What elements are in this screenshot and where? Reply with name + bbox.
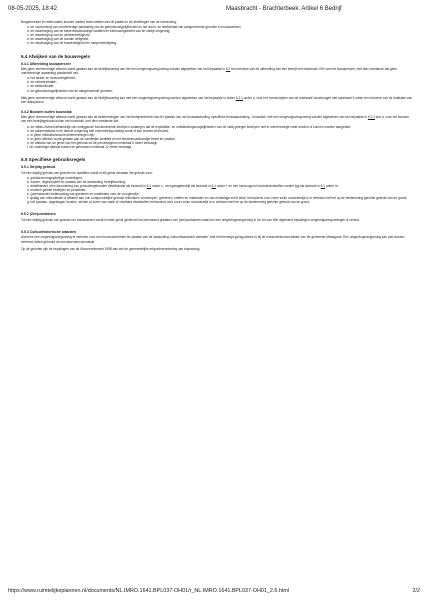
page-number: 2/2	[412, 588, 420, 594]
subsection-heading-6-5-2: 6.5.2 (Zee)containers	[21, 212, 56, 217]
text-span: sub a, voor het bouwen van een bedrijfsgebouw buiten het bouwvlak, met dien verstande dat:	[21, 115, 410, 124]
text-span: onder c., een garagebedrijf als bedoeld in	[151, 183, 212, 188]
subsection-heading-6-4-1: 6.4.1 Uitbreiding bouwperceel	[21, 61, 71, 66]
list-item: e. ter waarborging van de brandveiligheid en rampenbestrijding.	[27, 41, 118, 46]
article-link-6-2-1[interactable]: 6.2.1	[235, 95, 243, 100]
list-item: e. de afstand van de gevel van het gebouw tot de perceelsgrens minimaal 6 meter bedraagt;	[27, 140, 158, 145]
list-item: a. het straat- en bebouwingsbeeld;	[27, 76, 76, 81]
list-item: a. geluidzoneringsplichtige inrichtingen;	[27, 175, 83, 180]
list-item: c. er geen milieutechnische belemmeringen zijn;	[27, 132, 96, 137]
article-link-6-2-1[interactable]: 6.2.1	[367, 115, 376, 120]
list-item: a. de milieu-invloed afhankelijk van omliggende functionerende bedrijven zodanig is dat de exploitatie- en ontwikkelingsmogelijkheden van de nabij gelegen bedrijven niet in onevenredige mate worden of kunnen worden aangetast;	[27, 124, 351, 129]
paragraph	[21, 67, 412, 75]
footer-url[interactable]: https://www.ruimtelijkeplannen.nl/documents/NL.IMRO.1641.BPL037-OH01/r_NL.IMRO.1641.BPL037-OH01_2.6.html	[8, 588, 290, 594]
text-span: Mits geen onevenredige afbreuk wordt gedaan aan de bestemmingen van het bedrijventerrein kan ter plaatse van de bouwaanduiding 'specifieke bouwaanduiding - bouwvlak' met een omgevingsvergunning worden afgeweken van het bepaalde in	[21, 115, 368, 120]
list-item: d. ter waarborging van de sociale veiligheid;	[27, 37, 90, 42]
intro-paragraph: Burgemeester en wethouders kunnen nadere eisen stellen aan de plaats en de afmetingen van de bebouwing:	[21, 20, 177, 24]
paragraph: Op de gronden zijn de bepalingen van de Monumentenwet 1988 dan wel de gemeentelijke erfgoedverordening van toepassing.	[21, 246, 201, 251]
text-span: Mits geen onevenredige afbreuk wordt gedaan aan de bedrijfsvoering kan met een omgevingsvergunning worden afgeweken van het bepaalde in onder	[21, 95, 236, 100]
subsection-heading-6-4-2: 6.4.2 Bouwen buiten bouwvlak	[21, 109, 72, 114]
intro-list	[21, 25, 412, 45]
paragraph: Tot een strijdig gebruik van gronden en opstallen wordt in elk geval verstaan het gebruik voor:	[21, 170, 153, 175]
list-item: d. er geen afbreuk wordt gedaan aan de ruimtelijke kwaliteit en het stedenbouwkundige beeld ter plaatse;	[27, 136, 176, 141]
header-title: Maasbracht - Brachterbeek: Artikel 6 Bedrijf	[226, 6, 342, 12]
document-body	[21, 20, 412, 251]
list-item: d. erotisch getinte bedrijven en prostitutie;	[27, 187, 87, 192]
list-item: g. het opslaan, opgeslagen houden, storten of lozen van vaste of vloeibare afvalstoffen behoudens voor zover zulks noodzakelijk is in verband met het op de bestemming gerichte gebruik van de grond.	[27, 200, 310, 205]
text-span: Mits geen onevenredige afbreuk wordt gedaan aan de bedrijfsvoering van het een omgevingsvergunning worden afgeweken van het bepaalde in	[21, 67, 226, 72]
subsection-heading-6-5-3: 6.5.3 Cultuurhistorische waarden	[21, 229, 77, 234]
list-item: d. de gebruiksmogelijkheden van de aangrenzende gronden;	[27, 88, 113, 93]
criteria-list	[21, 76, 412, 92]
list-item: e. (permanente) buitenopslag van goederen en materialen voor de voorgevelljn;	[27, 192, 140, 197]
paragraph	[21, 115, 412, 123]
text-span: onder m;	[325, 183, 339, 188]
text-span: c. detailhandel, met uitzondering van productiegebonden detailhandel als bedoeld in	[27, 183, 147, 188]
paragraph: Alvorens een omgevingsvergunning te verlenen voor een bouwvoornemen ter plaatse van de aanduiding 'cultuurhistorische waarden' wint het bevoegd gezag advies in bij de monumentencommissie van de gemeente Maasgouw. Een omgevingsvergunning kan pas worden verleend indien gehoord de monumentencommissie.	[21, 235, 405, 244]
list-item: b. ter waarborging van de stedenbouwkundige kwaliteit en bebouwingsbeeld van de nabije omgeving;	[27, 29, 171, 34]
list-item: b. de verkeersituatie;	[27, 80, 57, 85]
list-item: a. ter voorkoming van onevenredige aantasting van de gebruiksmogelijkheden en het woon- en leefklimaat van aangrenzende gronden en bouwwerken;	[27, 25, 242, 30]
text-span: onder d, voor het overschrijden van de maximale bouwhoogte met maximaal 3 meter ten behoeve van de realisatie van een dakopbouw.	[21, 95, 412, 104]
prohibited-use-list	[21, 176, 412, 205]
list-item: f. de onderlinge afstand tussen de gebouwen minimaal 12 meter bedraagt.	[27, 144, 133, 149]
section-heading-6-5: 6.5 Specifieke gebruiksregels	[21, 157, 86, 163]
section-heading-6-4: 6.4 Afwijken van de bouwregels	[21, 53, 91, 59]
list-item: c. ter waarborging van de verkeersveiligheid;	[27, 33, 91, 38]
article-link-6-2[interactable]: 6.2	[225, 67, 231, 72]
paragraph	[21, 96, 412, 104]
page-footer	[8, 588, 420, 596]
text-span: onder f. en een verkooppunt motorbrandstoffen zonder lpg als bedoeld in	[215, 183, 321, 188]
list-item: c. de milieusituatie;	[27, 84, 55, 89]
text-span: ten behoeve van de uitbreiding van een bedrijf met maximaal 10% van het bouwperceel, met dien verstande dat geen onevenredige aantasting plaatsvindt van:	[21, 67, 398, 76]
list-item: b. wonen, uitgezonderd ter plaatse van de aanduiding 'bedrijfswoning';	[27, 179, 127, 184]
header-datetime: 08-05-2025, 18:42	[8, 6, 58, 12]
paragraph: Tot een strijdig gebruik van gronden en bouwwerken wordt in ieder geval gerekend het permanent plaatsen van (zee)containers waarvoor een omgevingsvergunning in de zin van Wet algemene bepalingen omgevingsvergunningen is vereist.	[21, 217, 360, 222]
article-link-6-1[interactable]: 6.1	[211, 183, 216, 188]
page-header	[8, 6, 420, 14]
article-link-6-1[interactable]: 6.1	[320, 183, 326, 188]
article-link-6-1[interactable]: 6.1	[146, 183, 152, 188]
list-item: b. de parkeerbalans in de directe omgeving niet onevenredig nadelig wordt of kan worden beïnvloed;	[27, 128, 169, 133]
subsection-heading-6-5-1: 6.5.1 Strijdig gebruik	[21, 165, 56, 170]
criteria-list	[21, 125, 412, 150]
list-item: f. opslag van onbruikbare of afhamn aan hun oorspronkelijke gebruik onttrokken voorwerpen, goederen, stoffen en materialen en van emballage en/of afval, behoudens voor zover zulks noodzakelijk is in verband met het op de bestemming gerichte gebruik van de grond;	[27, 196, 408, 201]
